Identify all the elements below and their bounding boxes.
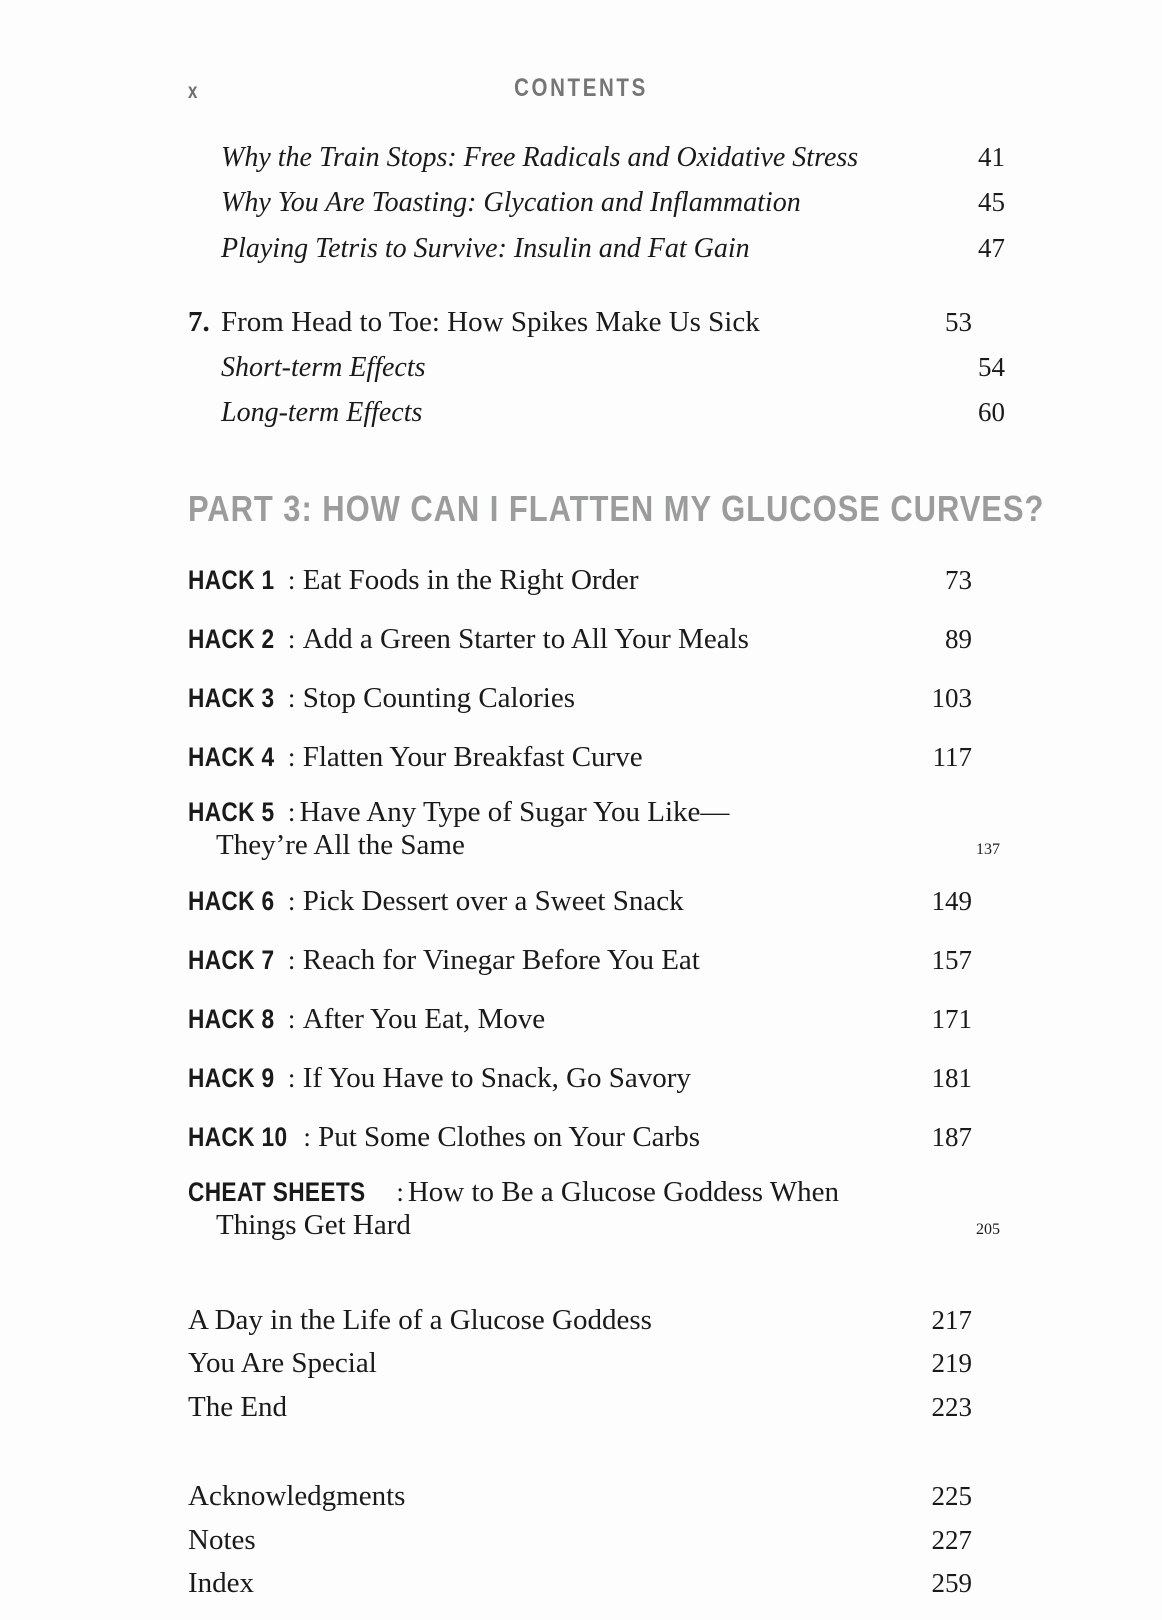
toc-subentry[interactable]: [188, 185, 1005, 221]
toc-entry-page: 217: [931, 1304, 972, 1335]
toc-chapter-page: 53: [945, 307, 972, 338]
toc-entry[interactable]: [188, 1564, 972, 1603]
toc-cheat-sheets-entry[interactable]: [188, 1175, 1000, 1242]
toc-hack-title-continued: They’re All the Same: [216, 828, 465, 861]
toc-entry-title: The End: [188, 1390, 288, 1423]
toc-subentry-page: 45: [978, 187, 1005, 218]
toc-hack-text: [188, 1117, 700, 1157]
toc-hack-entry[interactable]: [188, 999, 972, 1039]
toc-hack-text: [188, 940, 700, 980]
toc-list: [188, 140, 1045, 1607]
toc-entry-title: A Day in the Life of a Glucose Goddess: [188, 1303, 652, 1336]
toc-entry-title: You Are Special: [188, 1347, 377, 1380]
toc-entry-page: 225: [931, 1481, 972, 1512]
toc-hack-colon: :: [287, 885, 296, 916]
section-spacer: [188, 1261, 972, 1301]
toc-hack-label: HACK 3: [188, 682, 275, 713]
toc-hack-text: [188, 881, 684, 921]
toc-subentry-title: Why You Are Toasting: Glycation and Inflammation: [221, 187, 801, 219]
toc-hack-page: 157: [931, 944, 972, 975]
toc-subentry-page: 54: [978, 351, 1005, 382]
toc-hack-label: HACK 5: [188, 796, 275, 827]
toc-entry-page: 223: [931, 1391, 972, 1422]
toc-hack-entry[interactable]: [188, 737, 972, 777]
toc-entry-title: Index: [188, 1566, 255, 1599]
toc-hack-title: Reach for Vinegar Before You Eat: [302, 943, 700, 976]
toc-hack-title: Eat Foods in the Right Order: [302, 563, 639, 596]
toc-hack-colon: :: [287, 564, 296, 595]
toc-hack-page: 149: [931, 885, 972, 916]
toc-hack-label: HACK 8: [188, 1003, 275, 1034]
toc-entry[interactable]: [188, 1388, 972, 1427]
toc-hack-text: [188, 737, 643, 777]
toc-subentry-title: Playing Tetris to Survive: Insulin and Fat Gain: [221, 232, 750, 264]
toc-entry[interactable]: [188, 1301, 972, 1340]
toc-hack-text: [188, 678, 575, 718]
toc-hack-label: HACK 4: [188, 741, 275, 772]
toc-hack-title: Add a Green Starter to All Your Meals: [302, 622, 749, 655]
toc-subentry-page: 41: [978, 142, 1005, 172]
toc-hack-colon: :: [287, 944, 296, 975]
toc-hack-label: HACK 7: [188, 944, 275, 975]
toc-subentry[interactable]: [188, 350, 1005, 386]
toc-subentry-page: 60: [978, 397, 1005, 428]
toc-cheat-sheets-text: [188, 1176, 972, 1209]
toc-hack-second-line: [188, 829, 1000, 862]
toc-hack-title: Put Some Clothes on Your Carbs: [318, 1120, 700, 1153]
toc-hack-entry[interactable]: [188, 1058, 972, 1098]
toc-chapter-entry[interactable]: [188, 304, 972, 342]
toc-cheat-sheets-title: How to Be a Glucose Goddess When: [407, 1175, 840, 1208]
toc-hack-colon: :: [287, 682, 296, 713]
toc-hack-text: [188, 796, 972, 829]
toc-hack-label: HACK 6: [188, 885, 275, 916]
toc-hack-text: [188, 560, 639, 600]
toc-hack-page: 181: [931, 1062, 972, 1093]
toc-subentry-page: 47: [978, 232, 1005, 263]
section-spacer: [188, 1431, 972, 1477]
toc-hack-entry[interactable]: [188, 678, 972, 718]
toc-entry-page: 219: [931, 1348, 972, 1379]
toc-hack-label: HACK 2: [188, 623, 275, 654]
toc-chapter-number: 7.: [188, 306, 210, 339]
toc-hack-colon: :: [287, 623, 296, 654]
toc-hack-entry[interactable]: [188, 940, 972, 980]
toc-subentry[interactable]: [188, 395, 1005, 431]
toc-subentry-title: Short-term Effects: [221, 351, 426, 383]
toc-hack-page: 187: [931, 1121, 972, 1152]
toc-hack-title: Stop Counting Calories: [302, 681, 575, 714]
toc-cheat-sheets-label: CHEAT SHEETS: [188, 1176, 366, 1207]
toc-chapter-title-wrap: [188, 304, 760, 342]
toc-hack-title: If You Have to Snack, Go Savory: [302, 1061, 691, 1094]
toc-entry[interactable]: [188, 1477, 972, 1516]
running-head-title: CONTENTS: [514, 74, 648, 102]
toc-chapter-title: From Head to Toe: How Spikes Make Us Sick: [221, 306, 760, 339]
toc-cheat-sheets-colon: :: [396, 1176, 404, 1207]
toc-hack-title: Flatten Your Breakfast Curve: [302, 740, 643, 773]
toc-hack-label: HACK 1: [188, 564, 275, 595]
toc-hack-colon: :: [287, 1003, 296, 1034]
toc-subentry-title: Long-term Effects: [221, 397, 423, 429]
toc-hack-page: 171: [931, 1003, 972, 1034]
toc-hack-entry[interactable]: [188, 619, 972, 659]
toc-hack-title: Pick Dessert over a Sweet Snack: [302, 884, 684, 917]
page-folio: x: [188, 80, 198, 103]
toc-hack-label: HACK 9: [188, 1062, 275, 1093]
toc-hack-page: 117: [932, 741, 972, 772]
toc-hack-colon: :: [303, 1121, 311, 1152]
toc-entry[interactable]: [188, 1344, 972, 1383]
toc-hack-entry[interactable]: [188, 1117, 972, 1157]
toc-hack-title: Have Any Type of Sugar You Like—: [299, 795, 730, 828]
toc-subentry[interactable]: [188, 140, 1005, 176]
toc-subentry[interactable]: [188, 231, 1005, 267]
toc-hack-text: [188, 999, 545, 1039]
toc-hack-page: 73: [945, 564, 972, 595]
toc-hack-colon: :: [287, 1062, 296, 1093]
toc-entry-title: Notes: [188, 1523, 256, 1556]
toc-hack-entry[interactable]: [188, 881, 972, 921]
toc-cheat-sheets-page: 205: [976, 1220, 1000, 1238]
toc-hack-entry[interactable]: [188, 560, 972, 600]
toc-hack-page: 89: [945, 623, 972, 654]
toc-hack-entry[interactable]: [188, 795, 1000, 862]
toc-hack-text: [188, 619, 749, 659]
part-heading: PART 3: HOW CAN I FLATTEN MY GLUCOSE CURVES?: [188, 487, 1045, 529]
toc-cheat-sheets-second-line: [188, 1209, 1000, 1242]
toc-entry[interactable]: [188, 1521, 972, 1560]
toc-cheat-sheets-title-continued: Things Get Hard: [216, 1208, 411, 1241]
toc-hack-colon: :: [287, 741, 296, 772]
toc-hack-page: 103: [931, 682, 972, 713]
toc-hack-title: After You Eat, Move: [302, 1002, 546, 1035]
toc-entry-page: 227: [931, 1524, 972, 1555]
toc-hack-label: HACK 10: [188, 1121, 288, 1152]
running-head: [188, 74, 974, 114]
toc-entry-page: 259: [931, 1567, 972, 1598]
toc-subentry-title: Why the Train Stops: Free Radicals and Oxidative Stress: [221, 142, 859, 173]
toc-hack-page: 137: [976, 840, 1000, 858]
toc-hack-text: [188, 1058, 691, 1098]
toc-hack-colon: :: [287, 796, 296, 827]
toc-entry-title: Acknowledgments: [188, 1480, 406, 1513]
